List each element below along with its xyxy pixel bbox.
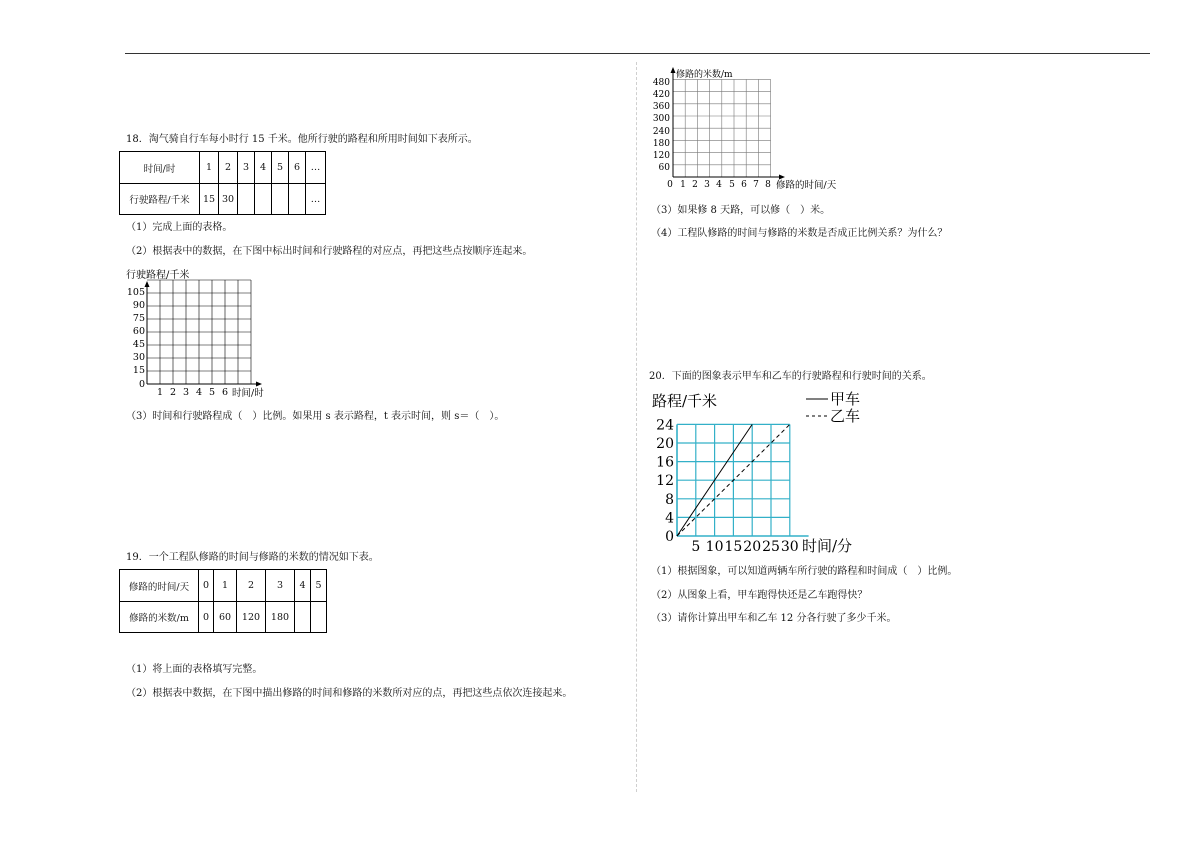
- x-tick-label: 30: [780, 539, 799, 555]
- q18-grid: [147, 280, 251, 384]
- q19-xtick: 2: [692, 180, 698, 190]
- q19-part1: （1）将上面的表格填写完整。: [126, 664, 263, 675]
- q19-cell: 180: [266, 602, 295, 633]
- q19-graph-xlabel: 修路的时间/天: [776, 180, 837, 191]
- q18-ytick: 60: [132, 326, 145, 337]
- q19-ytick: 420: [652, 90, 670, 100]
- q18-cell: 30: [219, 184, 238, 215]
- q18-ytick: 75: [132, 313, 145, 324]
- q20-part3: （3）请你计算出甲车和乙车 12 分各行驶了多少千米。: [651, 613, 897, 624]
- q18-x-arrow: [256, 382, 262, 387]
- q18-xtick: 1: [156, 387, 164, 398]
- x-tick-label: 25: [762, 539, 780, 555]
- q18-row1-label: 时间/时: [120, 152, 200, 184]
- q19-table: [119, 569, 327, 633]
- q18-ytick: 15: [132, 365, 145, 376]
- y-tick-label: 0: [665, 529, 674, 545]
- q18-cell: [255, 184, 272, 215]
- q18-cell: 15: [200, 184, 219, 215]
- q18-part3: （3）时间和行驶路程成（ ）比例。如果用 s 表示路程，t 表示时间，则 s＝（ ）。: [126, 411, 505, 422]
- q18-xtick: 2: [169, 387, 177, 398]
- q18-row2-label: 行驶路程/千米: [120, 184, 200, 215]
- q18-part2: （2）根据表中的数据，在下图中标出时间和行驶路程的对应点，再把这些点按顺序连起来。: [126, 246, 533, 257]
- q19-cell: [311, 602, 327, 633]
- q19-y-arrow: [671, 67, 676, 73]
- q18-ytick: 45: [132, 339, 145, 350]
- legend-label: 甲车: [830, 390, 861, 408]
- q19-x-arrow: [779, 175, 785, 180]
- q19-cell: 0: [199, 570, 214, 602]
- y-tick-label: 20: [656, 436, 674, 452]
- q18-cell: 2: [219, 152, 238, 184]
- q18-cell: …: [306, 152, 326, 184]
- q20-title: 20．下面的图象表示甲车和乙车的行驶路程和行驶时间的关系。: [649, 371, 932, 382]
- q18-table: [119, 151, 326, 215]
- q19-xtick: 5: [729, 180, 735, 190]
- q18-ytick: 105: [126, 287, 145, 298]
- q19-ytick: 60: [658, 163, 670, 173]
- q19-ytick: 360: [652, 102, 670, 112]
- q19-part2: （2）根据表中数据，在下图中描出修路的时间和修路的米数所对应的点，再把这些点依次连接起来。: [126, 688, 573, 699]
- q19-xtick: 7: [753, 180, 759, 190]
- q19-xtick: 4: [716, 180, 722, 190]
- y-tick-label: 4: [665, 510, 674, 527]
- q19-cell: [295, 602, 311, 633]
- q18-cell: 6: [289, 152, 306, 184]
- q19-ytick: 120: [652, 151, 670, 161]
- q20-legend: [806, 390, 860, 425]
- q19-ytick: 480: [652, 78, 670, 88]
- q19-cell: 60: [214, 602, 237, 633]
- q18-graph-xlabel: 时间/时: [232, 388, 264, 399]
- q18-cell: …: [306, 184, 326, 215]
- header-rule: [125, 53, 1150, 54]
- q18-graph: [120, 266, 280, 400]
- q18-cell: [272, 184, 289, 215]
- x-tick-label: 15: [724, 539, 743, 555]
- q18-xtick: 4: [195, 387, 203, 398]
- q19-xtick: 1: [680, 180, 686, 190]
- q19-cell: 3: [266, 570, 295, 602]
- column-divider: [636, 62, 637, 792]
- q18-cell: [238, 184, 255, 215]
- q20-xticks: [691, 539, 798, 555]
- q18-graph-ylabel: 行驶路程/千米: [126, 270, 190, 281]
- y-tick-label: 12: [656, 473, 674, 490]
- y-tick-label: 16: [656, 454, 674, 471]
- q18-cell: 3: [238, 152, 255, 184]
- q19-graph-ylabel: 修路的米数/m: [676, 70, 733, 80]
- q18-cell: 4: [255, 152, 272, 184]
- q19-xtick: 6: [741, 180, 747, 190]
- q18-ytick: 0: [138, 379, 145, 390]
- q19-part4: （4）工程队修路的时间与修路的米数是否成正比例关系？为什么？: [651, 228, 948, 239]
- x-tick-label: 5: [691, 539, 701, 555]
- q19-cell: 120: [237, 602, 266, 633]
- q19-cell: 5: [311, 570, 327, 602]
- legend-label: 乙车: [830, 407, 861, 425]
- q19-graph: [648, 62, 848, 194]
- q19-xtick: 8: [765, 180, 771, 190]
- y-tick-label: 24: [656, 417, 674, 434]
- q19-ytick: 180: [652, 139, 670, 149]
- x-tick-label: 20: [743, 539, 762, 555]
- q19-row2-label: 修路的米数/m: [120, 602, 199, 633]
- q18-title: 18．淘气骑自行车每小时行 15 千米。他所行驶的路程和所用时间如下表所示。: [126, 134, 478, 145]
- q19-cell: 2: [237, 570, 266, 602]
- q19-title: 19．一个工程队修路的时间与修路的米数的情况如下表。: [126, 552, 379, 563]
- q18-part1: （1）完成上面的表格。: [126, 222, 233, 233]
- q20-chart-ylabel: 路程/千米: [652, 392, 718, 410]
- q19-ytick: 300: [652, 114, 670, 124]
- q18-cell: [289, 184, 306, 215]
- q20-chart: [648, 388, 868, 558]
- y-tick-label: 8: [665, 491, 674, 508]
- q20-part2: （2）从图象上看，甲车跑得快还是乙车跑得快？: [651, 590, 868, 601]
- q19-xtick: 3: [704, 180, 710, 190]
- q18-xtick: 6: [221, 387, 229, 398]
- q18-ytick: 90: [132, 300, 145, 311]
- q18-y-arrow: [145, 281, 150, 287]
- q18-xtick: 3: [182, 387, 190, 398]
- q19-cell: 0: [199, 602, 214, 633]
- q19-xtick: 0: [667, 180, 673, 190]
- q18-cell: 5: [272, 152, 289, 184]
- q20-chart-xlabel: 时间/分: [802, 537, 853, 555]
- q20-part1: （1）根据图象，可以知道两辆车所行驶的路程和时间成（ ）比例。: [651, 566, 958, 577]
- q18-xtick: 5: [208, 387, 216, 398]
- x-tick-label: 10: [705, 539, 724, 555]
- q19-cell: 4: [295, 570, 311, 602]
- q19-part3: （3）如果修 8 天路，可以修（ ）米。: [651, 205, 831, 216]
- q18-cell: 1: [200, 152, 219, 184]
- q19-row1-label: 修路的时间/天: [120, 570, 199, 602]
- q20-yticks: [656, 417, 674, 545]
- q19-ytick: 240: [652, 127, 670, 137]
- q19-grid: [673, 79, 771, 177]
- q18-ytick: 30: [132, 352, 145, 363]
- q19-cell: 1: [214, 570, 237, 602]
